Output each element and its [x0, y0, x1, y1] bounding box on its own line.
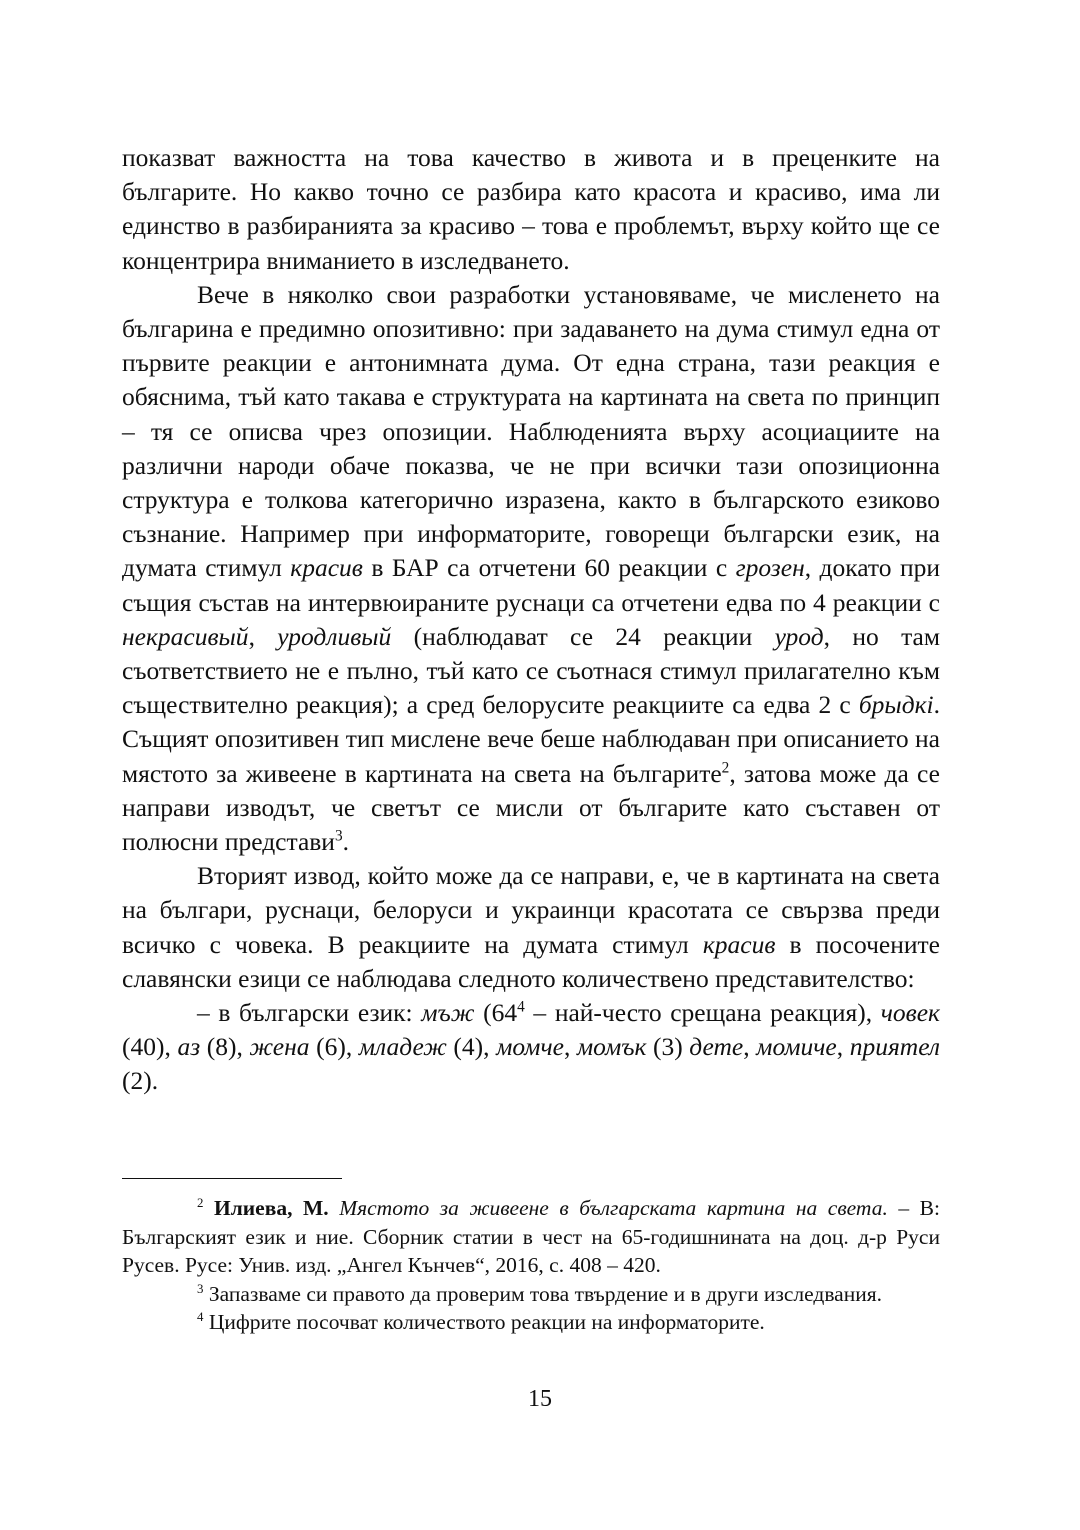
italic-term: младеж	[358, 1032, 447, 1062]
italic-term: Мястото за живеене в българската картина на света.	[339, 1196, 888, 1220]
italic-term: мъж	[421, 998, 475, 1028]
footnote-3	[122, 1280, 940, 1309]
page-number: 15	[528, 1386, 552, 1412]
text-run: (64	[474, 998, 518, 1028]
paragraph-4	[122, 996, 940, 1099]
footnotes	[122, 1194, 940, 1337]
text-run: – В: Българският език и ние. Сборник статии в чест на 65-годишнината на доц. д-р Руси Русев. Русе: Унив. изд. „Ангел Кънчев“, 2016, с. 408 – 420.	[122, 1196, 940, 1278]
italic-term: приятел	[849, 1032, 941, 1062]
text-run: , но там съответствието не е пълно, тъй като се съотнася стимул прилагателно към съществително реакция); а сред белорусите реакциите са едва 2 с	[122, 621, 940, 720]
footnote-reference: 2	[197, 1195, 204, 1210]
italic-term: момък	[576, 1032, 647, 1062]
text-run: Цифрите посочват количеството реакции на информаторите.	[203, 1310, 765, 1335]
text-run: . Същият опозитивен тип мислене вече беше наблюдаван при описанието на мястото за живеене в картината на света на българите	[122, 690, 940, 788]
text-run: (40),	[122, 1032, 178, 1062]
text-run: (8),	[200, 1032, 250, 1062]
text-run: (3)	[646, 1032, 690, 1062]
footnote-reference: 2	[721, 759, 730, 777]
text-run: – най-често срещана реакция),	[524, 998, 881, 1028]
text-run: показват важността на това качество в живота и в преценките на българите. Но какво точно се разбира като красота и красиво, има ли единство в разбиранията за красиво – това е проблемът, върху който ще се концентрира вниманието в изследването.	[122, 143, 940, 275]
italic-term: брыдкі	[858, 690, 934, 720]
italic-term: момиче	[756, 1032, 837, 1062]
paragraph-2	[122, 278, 940, 859]
italic-term: урод	[774, 621, 824, 651]
footnote-reference: 3	[334, 827, 343, 845]
text-run: .	[342, 827, 349, 857]
italic-term: аз	[177, 1032, 201, 1062]
text-run	[203, 1196, 214, 1220]
italic-term: дете	[689, 1032, 744, 1062]
text-run: ,	[248, 621, 278, 651]
footnote-4	[122, 1308, 940, 1337]
text-run: Запазваме си правото да проверим това твърдение и в други изследвания.	[203, 1281, 883, 1306]
italic-term: уродливый	[277, 621, 392, 651]
paragraph-1	[122, 141, 940, 278]
text-run: ,	[836, 1032, 850, 1062]
text-run: Вторият извод, който може да се направи, е, че в картината на света на българи, руснаци, белоруси и украинци красотата се свързва преди всичко с човека. В реакциите на думата стимул	[122, 861, 940, 959]
italic-term: грозен	[735, 553, 805, 583]
italic-term: момче	[496, 1032, 564, 1062]
text-run: (4),	[446, 1032, 497, 1062]
text-run	[329, 1196, 340, 1220]
text-run: ,	[743, 1032, 757, 1062]
main-text	[122, 141, 940, 1099]
text-run: в БАР са отчетени 60 реакции с	[362, 553, 736, 583]
footnote-2	[122, 1194, 940, 1280]
paragraph-3	[122, 859, 940, 996]
text-run: (2).	[122, 1066, 159, 1096]
text-run: в посочените славянски езици се наблюдава следното количествено представителство:	[122, 929, 940, 993]
italic-term: красив	[702, 929, 776, 959]
italic-term: човек	[880, 998, 940, 1028]
text-run: (наблюдават се 24 реакции	[391, 621, 775, 651]
author-name: Илиева, М.	[214, 1196, 329, 1220]
text-run: Вече в няколко свои разработки установяваме, че мисленето на българина е предимно опозитивно: при задаването на дума стимул една от първите реакции е антонимната дума. От една страна, тази реакция е обяснима, тъй като такава е структурата на картината на света по принцип – тя се описва чрез опозиции. Наблюденията върху асоциациите на различни народи обаче показва, че не при всички тази опозиционна структура е толкова категорично изразена, както в българското езиково съзнание. Например при информаторите, говорещи български език, на думата стимул	[122, 279, 940, 583]
footnote-reference: 4	[197, 1310, 204, 1325]
text-run: , затова може да се направи изводът, че светът се мисли от българите като съставен от полюсни представи	[122, 758, 941, 857]
text-run: ,	[563, 1032, 577, 1062]
text-run: (6),	[309, 1032, 359, 1062]
text-run: – в български език:	[197, 998, 422, 1028]
footnote-separator	[122, 1178, 342, 1179]
text-run: , докато при същия състав на интервюираните руснаци са отчетени едва по 4 реакции с	[122, 553, 940, 617]
italic-term: жена	[249, 1032, 310, 1062]
italic-term: красив	[290, 553, 363, 583]
italic-term: некрасивый	[122, 621, 249, 651]
footnote-reference: 3	[197, 1281, 204, 1296]
footnote-reference: 4	[517, 998, 525, 1016]
